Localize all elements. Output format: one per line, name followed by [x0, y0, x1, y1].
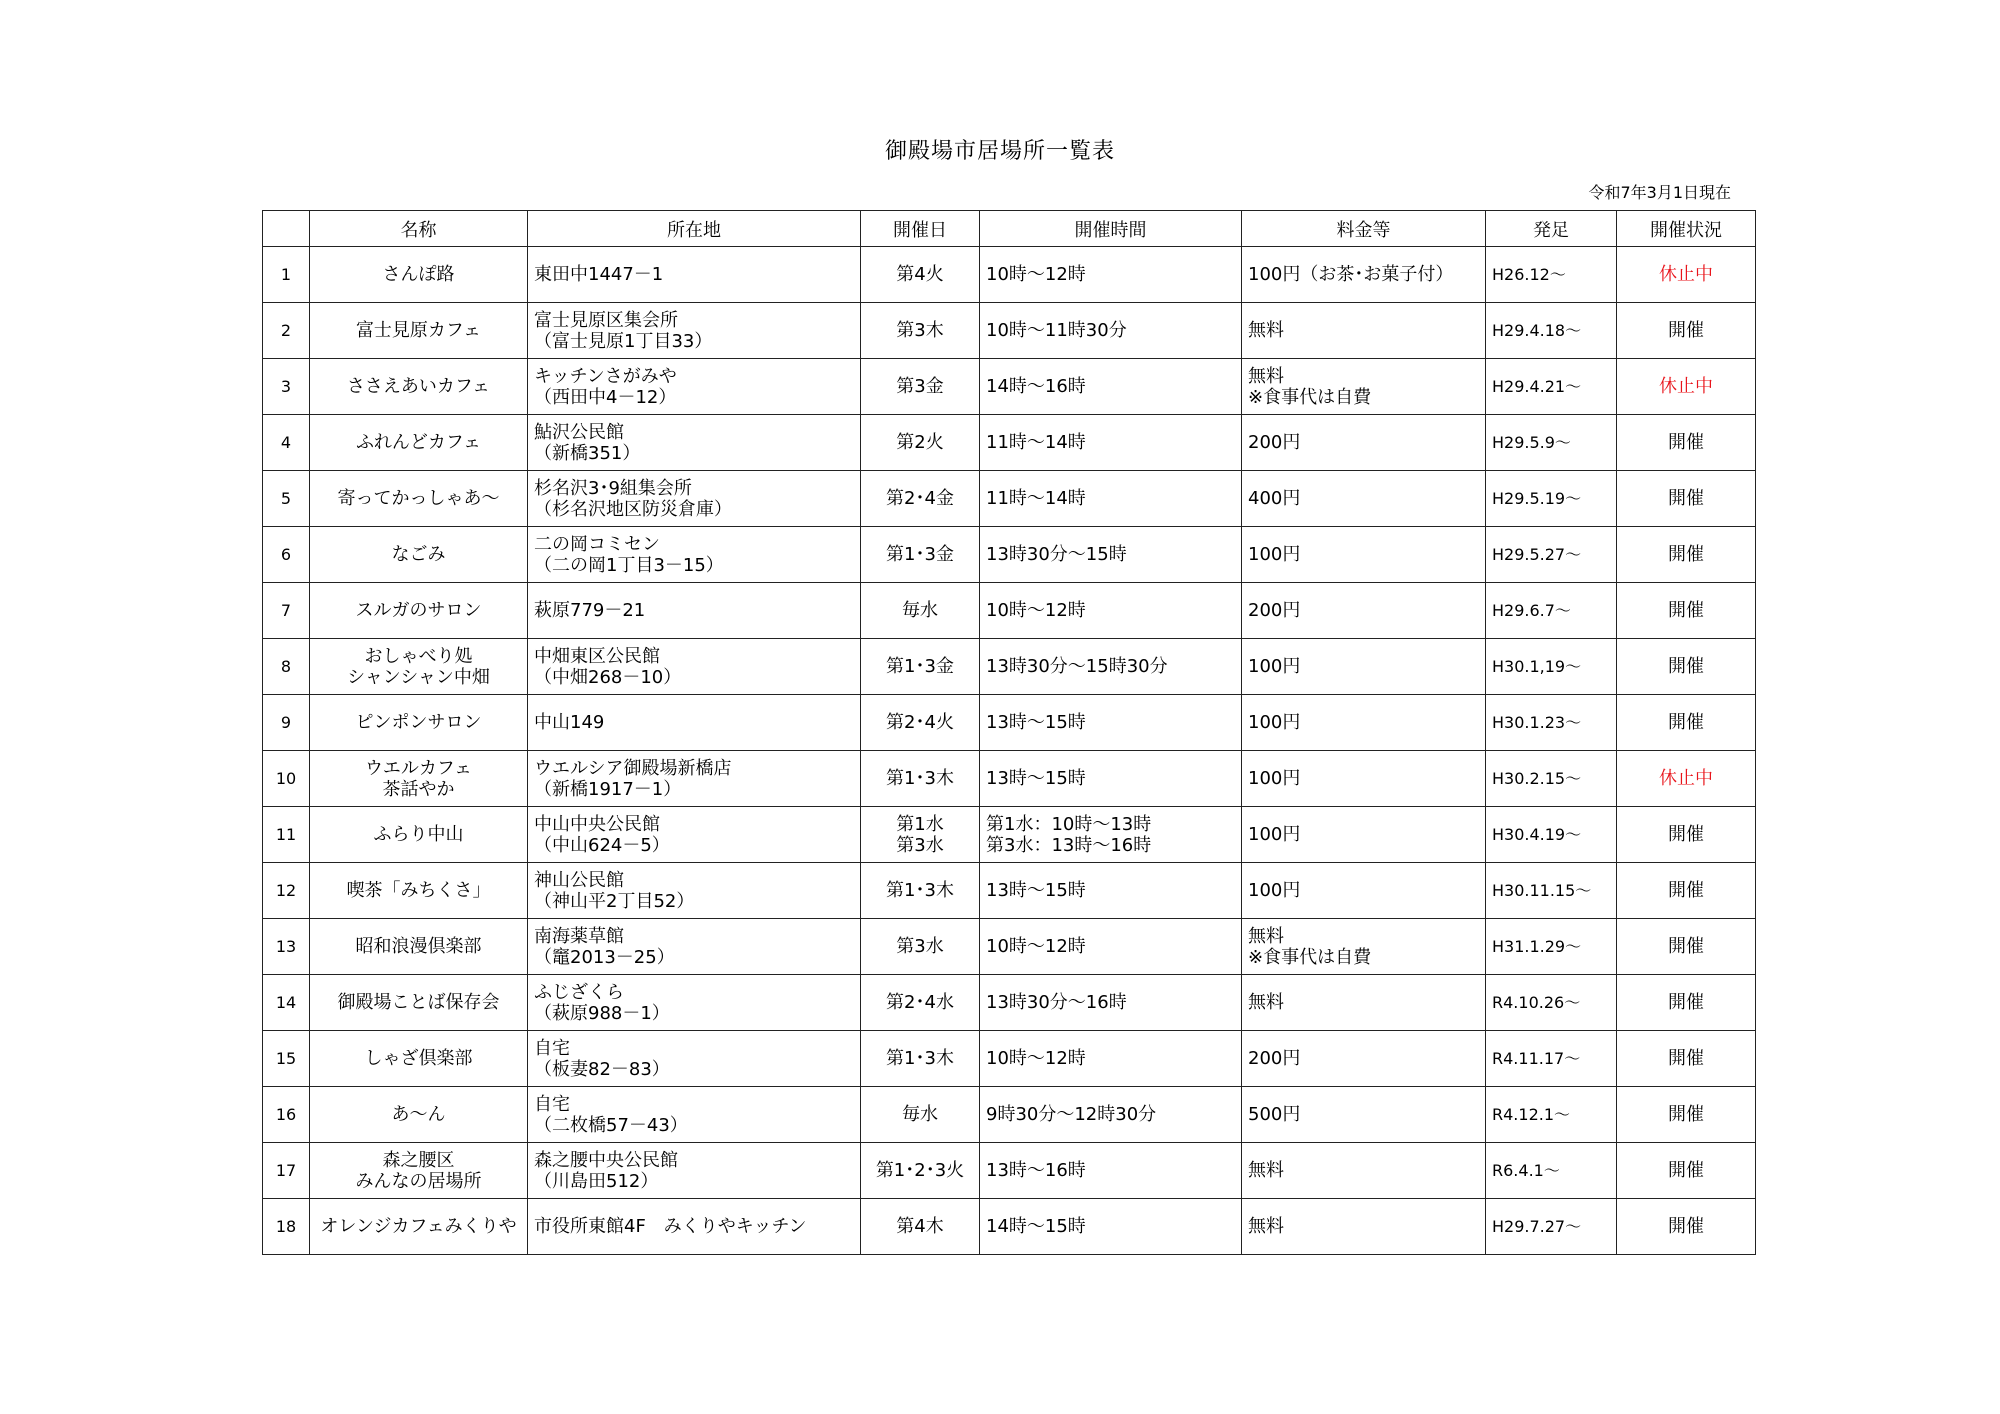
cell-time	[980, 975, 1242, 1031]
cell-day-line: 第1･3金	[886, 656, 954, 677]
cell-address-line: 自宅	[534, 1093, 570, 1115]
cell-time	[980, 1143, 1242, 1199]
header-status: 開催状況	[1617, 211, 1756, 247]
cell-address-line: 中山149	[534, 712, 605, 733]
cell-address	[528, 919, 861, 975]
cell-fee-line: 500円	[1248, 1104, 1301, 1125]
cell-fee-line: 無料	[1248, 1160, 1284, 1181]
cell-day	[861, 247, 980, 303]
table-row	[263, 1031, 1756, 1087]
cell-address	[528, 471, 861, 527]
cell-time-line: 13時30分～16時	[986, 992, 1127, 1013]
cell-day-line: 第3水	[896, 936, 944, 957]
cell-address	[528, 807, 861, 863]
cell-name	[310, 1199, 528, 1255]
cell-status: 開催	[1617, 1143, 1756, 1199]
table-row	[263, 583, 1756, 639]
cell-since: H29.5.19～	[1486, 471, 1617, 527]
table-row	[263, 471, 1756, 527]
table-row	[263, 807, 1756, 863]
table-body	[263, 247, 1756, 1255]
cell-status: 開催	[1617, 583, 1756, 639]
cell-fee	[1242, 695, 1486, 751]
cell-fee-line: 100円	[1248, 880, 1301, 901]
as-of-date: 令和7年3月1日現在	[1588, 183, 1731, 202]
cell-address-line: 森之腰中央公民館	[534, 1149, 678, 1171]
header-no	[263, 211, 310, 247]
cell-fee-line: 100円	[1248, 768, 1301, 789]
header-fee: 料金等	[1242, 211, 1486, 247]
cell-day	[861, 863, 980, 919]
cell-name-line: 御殿場ことば保存会	[337, 992, 500, 1013]
cell-address-line: ふじざくら	[534, 981, 624, 1003]
cell-name	[310, 975, 528, 1031]
table-row	[263, 751, 1756, 807]
table-row	[263, 1199, 1756, 1255]
cell-name-line: 寄ってかっしゃあ～	[337, 488, 500, 509]
cell-day-line: 第3金	[896, 376, 944, 397]
cell-since: R4.10.26～	[1486, 975, 1617, 1031]
cell-address-line: キッチンさがみや	[534, 365, 677, 387]
cell-since: H30.1,19～	[1486, 639, 1617, 695]
cell-address	[528, 1143, 861, 1199]
table-row	[263, 1087, 1756, 1143]
cell-time	[980, 695, 1242, 751]
cell-fee-line: 100円	[1248, 544, 1301, 565]
cell-day	[861, 807, 980, 863]
cell-fee	[1242, 751, 1486, 807]
cell-fee	[1242, 1143, 1486, 1199]
cell-name	[310, 1087, 528, 1143]
cell-name	[310, 919, 528, 975]
cell-name-line: 喫茶「みちくさ」	[346, 880, 491, 901]
cell-fee-line: 無料	[1248, 1216, 1284, 1237]
cell-since: H26.12～	[1486, 247, 1617, 303]
cell-day-line: 第1･3木	[886, 880, 954, 901]
cell-no: 4	[263, 415, 310, 471]
cell-name-line: スルガのサロン	[355, 600, 482, 621]
cell-time-line: 14時～15時	[986, 1216, 1086, 1237]
cell-address-line: 中畑東区公民館	[534, 645, 660, 667]
cell-day	[861, 359, 980, 415]
cell-address	[528, 695, 861, 751]
cell-time-line: 9時30分～12時30分	[986, 1104, 1157, 1125]
cell-name-line: あ～ん	[391, 1104, 446, 1125]
cell-day	[861, 1143, 980, 1199]
cell-time	[980, 863, 1242, 919]
cell-fee-line: 200円	[1248, 600, 1301, 621]
cell-address	[528, 751, 861, 807]
cell-fee-line: ※食事代は自費	[1248, 386, 1372, 408]
cell-time	[980, 639, 1242, 695]
cell-day	[861, 1087, 980, 1143]
cell-name	[310, 639, 528, 695]
cell-no: 2	[263, 303, 310, 359]
cell-day-line: 毎水	[902, 600, 938, 621]
table-row	[263, 247, 1756, 303]
cell-day-line: 第4木	[896, 1216, 944, 1237]
cell-no: 8	[263, 639, 310, 695]
cell-status: 開催	[1617, 415, 1756, 471]
cell-address-line: 二の岡コミセン	[534, 533, 660, 555]
cell-address	[528, 527, 861, 583]
table-row	[263, 359, 1756, 415]
table-row	[263, 303, 1756, 359]
cell-name-line: ふれんどカフェ	[355, 432, 482, 453]
cell-status: 開催	[1617, 807, 1756, 863]
cell-day	[861, 1031, 980, 1087]
cell-time-line: 13時～15時	[986, 712, 1086, 733]
cell-status: 開催	[1617, 471, 1756, 527]
header-row	[263, 211, 1756, 247]
cell-address	[528, 303, 861, 359]
cell-since: H29.5.9～	[1486, 415, 1617, 471]
cell-fee-line: 無料	[1248, 925, 1284, 947]
cell-name	[310, 583, 528, 639]
cell-day-line: 第2･4火	[886, 712, 954, 733]
cell-fee	[1242, 1199, 1486, 1255]
cell-since: R4.11.17～	[1486, 1031, 1617, 1087]
cell-day-line: 第2･4金	[886, 488, 954, 509]
cell-name	[310, 471, 528, 527]
cell-name-line: みんなの居場所	[355, 1170, 482, 1192]
cell-address	[528, 639, 861, 695]
cell-name-line: 茶話やか	[382, 778, 455, 800]
cell-time-line: 13時30分～15時30分	[986, 656, 1168, 677]
cell-fee-line: 100円	[1248, 824, 1301, 845]
cell-address-line: 南海薬草館	[534, 925, 624, 947]
cell-address-line: 自宅	[534, 1037, 570, 1059]
cell-name-line: 昭和浪漫倶楽部	[355, 936, 482, 957]
cell-address-line: （板妻82－83）	[534, 1058, 670, 1080]
cell-day-line: 第1･3木	[886, 768, 954, 789]
cell-time	[980, 751, 1242, 807]
cell-fee-line: 無料	[1248, 365, 1284, 387]
cell-time-line: 11時～14時	[986, 432, 1086, 453]
cell-fee	[1242, 527, 1486, 583]
cell-time	[980, 471, 1242, 527]
table-row	[263, 919, 1756, 975]
cell-time	[980, 359, 1242, 415]
cell-time	[980, 583, 1242, 639]
cell-status: 開催	[1617, 695, 1756, 751]
cell-since: H30.1.23～	[1486, 695, 1617, 751]
cell-fee	[1242, 415, 1486, 471]
cell-status: 休止中	[1617, 751, 1756, 807]
cell-address	[528, 247, 861, 303]
cell-day	[861, 919, 980, 975]
cell-fee	[1242, 639, 1486, 695]
table-row	[263, 1143, 1756, 1199]
cell-address-line: 東田中1447－1	[534, 264, 664, 285]
cell-address-line: 神山公民館	[534, 869, 624, 891]
cell-day-line: 第2･4水	[886, 992, 954, 1013]
cell-fee	[1242, 807, 1486, 863]
cell-address	[528, 415, 861, 471]
cell-day-line: 第3木	[896, 320, 944, 341]
cell-address-line: （竈2013－25）	[534, 946, 675, 968]
cell-day-line: 第1･3木	[886, 1048, 954, 1069]
cell-address-line: （中山624－5）	[534, 834, 670, 856]
cell-fee-line: 無料	[1248, 992, 1284, 1013]
cell-time-line: 13時～15時	[986, 768, 1086, 789]
cell-day	[861, 415, 980, 471]
cell-fee	[1242, 1031, 1486, 1087]
cell-address-line: （神山平2丁目52）	[534, 890, 695, 912]
cell-name-line: 森之腰区	[382, 1149, 455, 1171]
cell-day-line: 第3水	[896, 834, 944, 856]
header-name: 名称	[310, 211, 528, 247]
header-time: 開催時間	[980, 211, 1242, 247]
cell-fee-line: 100円（お茶･お菓子付）	[1248, 264, 1454, 285]
cell-day	[861, 751, 980, 807]
cell-time-line: 13時30分～15時	[986, 544, 1127, 565]
cell-day-line: 第4火	[896, 264, 944, 285]
cell-address-line: （二の岡1丁目3－15）	[534, 554, 724, 576]
cell-day-line: 第2火	[896, 432, 944, 453]
cell-day	[861, 1199, 980, 1255]
table-row	[263, 639, 1756, 695]
table-row	[263, 863, 1756, 919]
cell-address-line: （富士見原1丁目33）	[534, 330, 713, 352]
cell-no: 3	[263, 359, 310, 415]
cell-name-line: オレンジカフェみくりや	[320, 1216, 517, 1237]
cell-time	[980, 807, 1242, 863]
cell-status: 開催	[1617, 863, 1756, 919]
cell-no: 13	[263, 919, 310, 975]
cell-since: R6.4.1～	[1486, 1143, 1617, 1199]
cell-time-line: 10時～12時	[986, 1048, 1086, 1069]
cell-status: 開催	[1617, 1031, 1756, 1087]
cell-status: 開催	[1617, 639, 1756, 695]
cell-address-line: 中山中央公民館	[534, 813, 660, 835]
cell-time-line: 14時～16時	[986, 376, 1086, 397]
cell-since: H29.5.27～	[1486, 527, 1617, 583]
cell-status: 開催	[1617, 975, 1756, 1031]
cell-address-line: （新橋351）	[534, 442, 641, 464]
cell-no: 6	[263, 527, 310, 583]
cell-no: 9	[263, 695, 310, 751]
cell-name-line: ふらり中山	[373, 824, 464, 845]
cell-fee	[1242, 975, 1486, 1031]
cell-address-line: 萩原779－21	[534, 600, 646, 621]
cell-name-line: しゃざ倶楽部	[364, 1048, 473, 1069]
cell-time-line: 10時～12時	[986, 936, 1086, 957]
cell-day	[861, 583, 980, 639]
cell-fee	[1242, 583, 1486, 639]
cell-no: 18	[263, 1199, 310, 1255]
cell-name	[310, 807, 528, 863]
cell-fee-line: 無料	[1248, 320, 1284, 341]
cell-fee-line: 100円	[1248, 656, 1301, 677]
cell-status: 開催	[1617, 919, 1756, 975]
header-day: 開催日	[861, 211, 980, 247]
cell-no: 16	[263, 1087, 310, 1143]
table-row	[263, 695, 1756, 751]
cell-address	[528, 359, 861, 415]
cell-fee	[1242, 919, 1486, 975]
cell-name-line: ピンポンサロン	[355, 712, 482, 733]
cell-address-line: （新橋1917－1）	[534, 778, 682, 800]
cell-name	[310, 303, 528, 359]
cell-since: H29.4.21～	[1486, 359, 1617, 415]
cell-address-line: （杉名沢地区防災倉庫）	[534, 498, 732, 520]
cell-address	[528, 1031, 861, 1087]
cell-address	[528, 975, 861, 1031]
cell-time-line: 10時～12時	[986, 600, 1086, 621]
cell-address-line: （二枚橋57－43）	[534, 1114, 688, 1136]
cell-since: H29.4.18～	[1486, 303, 1617, 359]
cell-name	[310, 527, 528, 583]
cell-time-line: 第1水：10時～13時	[986, 813, 1152, 835]
cell-day	[861, 527, 980, 583]
cell-day	[861, 471, 980, 527]
page-title: 御殿場市居場所一覧表	[884, 139, 1115, 164]
cell-address-line: （中畑268－10）	[534, 666, 682, 688]
cell-day-line: 第1･2･3火	[875, 1160, 965, 1181]
cell-no: 17	[263, 1143, 310, 1199]
cell-fee-line: 200円	[1248, 432, 1301, 453]
ibasho-table	[262, 210, 1756, 1255]
cell-since: H30.2.15～	[1486, 751, 1617, 807]
cell-status: 休止中	[1617, 359, 1756, 415]
cell-name-line: おしゃべり処	[364, 645, 473, 667]
cell-fee	[1242, 303, 1486, 359]
cell-name	[310, 415, 528, 471]
cell-day-line: 第1･3金	[886, 544, 954, 565]
cell-time	[980, 415, 1242, 471]
cell-name	[310, 1031, 528, 1087]
cell-address-line: ウエルシア御殿場新橋店	[534, 757, 732, 779]
cell-time	[980, 247, 1242, 303]
table-row	[263, 415, 1756, 471]
cell-time	[980, 1199, 1242, 1255]
cell-since: R4.12.1～	[1486, 1087, 1617, 1143]
cell-day	[861, 695, 980, 751]
cell-name	[310, 863, 528, 919]
cell-fee-line: ※食事代は自費	[1248, 946, 1372, 968]
cell-address-line: 市役所東館4F みくりやキッチン	[534, 1216, 807, 1237]
cell-name-line: ウエルカフェ	[364, 757, 473, 779]
cell-fee	[1242, 359, 1486, 415]
cell-time	[980, 527, 1242, 583]
cell-address	[528, 1087, 861, 1143]
cell-status: 開催	[1617, 1199, 1756, 1255]
cell-address-line: 富士見原区集会所	[534, 309, 678, 331]
header-address: 所在地	[528, 211, 861, 247]
cell-address-line: 鮎沢公民館	[534, 421, 624, 443]
cell-time-line: 13時～15時	[986, 880, 1086, 901]
cell-no: 11	[263, 807, 310, 863]
cell-name-line: シャンシャン中畑	[347, 666, 490, 688]
cell-status: 開催	[1617, 527, 1756, 583]
cell-address-line: （萩原988－1）	[534, 1002, 670, 1024]
cell-address	[528, 583, 861, 639]
cell-no: 14	[263, 975, 310, 1031]
cell-fee	[1242, 863, 1486, 919]
cell-no: 15	[263, 1031, 310, 1087]
cell-day-line: 第1水	[896, 813, 944, 835]
cell-time-line: 13時～16時	[986, 1160, 1086, 1181]
cell-fee	[1242, 247, 1486, 303]
cell-no: 7	[263, 583, 310, 639]
cell-name	[310, 247, 528, 303]
cell-time	[980, 1031, 1242, 1087]
cell-name-line: なごみ	[391, 544, 446, 565]
cell-status: 開催	[1617, 303, 1756, 359]
cell-time	[980, 303, 1242, 359]
table-header	[263, 211, 1756, 247]
cell-since: H29.7.27～	[1486, 1199, 1617, 1255]
cell-since: H29.6.7～	[1486, 583, 1617, 639]
cell-time-line: 10時～11時30分	[986, 320, 1127, 341]
cell-name	[310, 359, 528, 415]
cell-name	[310, 751, 528, 807]
cell-no: 12	[263, 863, 310, 919]
cell-time-line: 11時～14時	[986, 488, 1086, 509]
cell-no: 5	[263, 471, 310, 527]
cell-day	[861, 639, 980, 695]
cell-time-line: 第3水：13時～16時	[986, 834, 1152, 856]
cell-time	[980, 919, 1242, 975]
cell-no: 10	[263, 751, 310, 807]
cell-day	[861, 975, 980, 1031]
table-row	[263, 527, 1756, 583]
cell-since: H30.11.15～	[1486, 863, 1617, 919]
cell-name-line: 富士見原カフェ	[355, 320, 482, 341]
cell-fee	[1242, 471, 1486, 527]
cell-day-line: 毎水	[902, 1104, 938, 1125]
cell-fee-line: 400円	[1248, 488, 1301, 509]
cell-name-line: さんぽ路	[382, 264, 455, 285]
cell-name	[310, 1143, 528, 1199]
cell-status: 休止中	[1617, 247, 1756, 303]
cell-since: H30.4.19～	[1486, 807, 1617, 863]
cell-fee-line: 100円	[1248, 712, 1301, 733]
cell-name-line: ささえあいカフェ	[346, 376, 491, 397]
cell-fee-line: 200円	[1248, 1048, 1301, 1069]
cell-address	[528, 1199, 861, 1255]
cell-day	[861, 303, 980, 359]
cell-address-line: （西田中4－12）	[534, 386, 677, 408]
cell-since: H31.1.29～	[1486, 919, 1617, 975]
cell-time	[980, 1087, 1242, 1143]
cell-name	[310, 695, 528, 751]
cell-fee	[1242, 1087, 1486, 1143]
cell-address-line: 杉名沢3･9組集会所	[534, 477, 692, 499]
cell-no: 1	[263, 247, 310, 303]
table-row	[263, 975, 1756, 1031]
cell-status: 開催	[1617, 1087, 1756, 1143]
header-since: 発足	[1486, 211, 1617, 247]
cell-address-line: （川島田512）	[534, 1170, 659, 1192]
cell-address	[528, 863, 861, 919]
cell-time-line: 10時～12時	[986, 264, 1086, 285]
